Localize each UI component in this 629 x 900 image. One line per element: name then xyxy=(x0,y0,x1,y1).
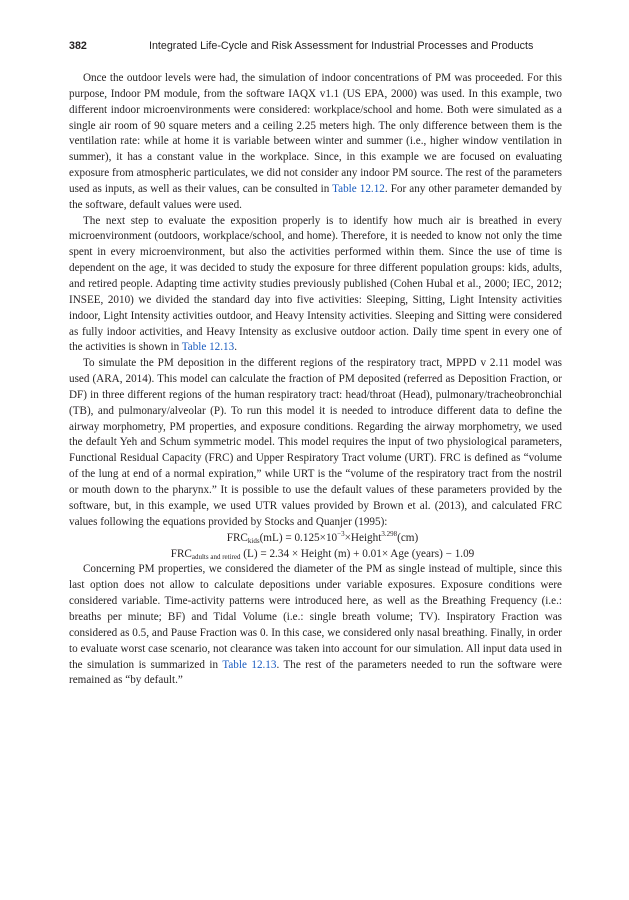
paragraph-text: . The rest of the parameters needed to run the software were remained as “by default.” xyxy=(69,658,562,687)
eq-lhs: FRC xyxy=(226,532,248,545)
paragraph-text: Concerning PM properties, we considered the diameter of the PM as single instead of multiple, since this last option does not allow to calculate depositions under variable exposures. Exposure conditions were considered variable. Time-activity patterns were introduced here, as well as the Breathing Frequency (i.e.: breaths per minute; BF) and Tidal Volume (i.e.: single breath volume; TV). Inspiratory Fraction was considered as 0.5, and Pause Fraction was 0. In this case, we considered only nasal breathing. Finally, in order to evaluate worst case scenario, not clearance was taken into account for our simulation. All input data used in the simulation is summarized in xyxy=(69,563,562,671)
equation-frc-adults xyxy=(69,546,562,562)
eq-lhs: FRC xyxy=(170,548,192,561)
paragraph-text: . xyxy=(234,341,237,354)
paragraph-time-activity xyxy=(69,214,562,357)
eq-rhs: (L) = 2.34 × Height (m) + 0.01× Age (years) − 1.09 xyxy=(243,548,475,561)
page-number: 382 xyxy=(69,40,87,52)
paragraph-text: The next step to evaluate the exposition properly is to identify how much air is breathed in every microenvironment (outdoors, workplace/school, and home). Therefore, it is needed to know not only the time spent in every microenvironment, but also the activities performed within them. Since the use of time is dependent on the age, it was decided to study the exposure for three different population groups: kids, adults, and retired people. Adapting time activity studies previously published (Cohen Hubal et al., 2000; IEC, 2012; INSEE, 2010) we divided the standard day into five activities: Sleeping, Sitting, Light Intensity activities indoor, Light Intensity activities outdoor, and Heavy Intensity activities. Sleeping and Sitting were considered as fully indoor activities, and Heavy Intensity as exclusive outdoor action. Daily time spent in every one of the activities is shown in xyxy=(69,214,562,354)
running-title: Integrated Life-Cycle and Risk Assessment for Industrial Processes and Products xyxy=(149,40,534,52)
eq-rhs: ×Height xyxy=(344,532,382,545)
body-text xyxy=(69,71,562,689)
eq-exponent: 3.298 xyxy=(381,530,398,539)
paragraph-pm-properties xyxy=(69,562,562,689)
eq-rhs: (mL) = 0.125×10 xyxy=(259,532,338,545)
paragraph-mppd-model: To simulate the PM deposition in the different regions of the respiratory tract, MPPD v 2.11 model was used (ARA, 2014). This model can calculate the fraction of PM deposited (referred as Deposition Fraction, or DF) in three different regions of the human respiratory tract: head/​throat (Head), pulmonary/tracheobronchial (TB), and pulmonary/alveolar (P). To run this model it is needed to introduce different data to define the airway morphometry, PM properties, and exposure conditions. Regarding the airway morphometry, we used the default Yeh and Schum symmetric model. This model requires the input of two physiological parameters, Functional Residual Capacity (FRC) and Upper Respiratory Tract volume (URT). FRC is defined as “volume of the lung at end of a normal expiration,” while URT is the “volume of the respiratory tract from the nostril or mouth down to the pharynx.” It is possible to use the default values of these parameters provided by the software, but, in this example, we used UTR values provided by Brown et al. (2013), and calculated FRC values following the equations provided by Stocks and Quanjer (1995): xyxy=(69,357,562,528)
paragraph-text: . For any other parameter demanded by the software, default values were used. xyxy=(69,182,563,211)
running-header xyxy=(69,40,562,56)
table-12-12-link[interactable]: Table 12.12 xyxy=(332,182,385,195)
eq-subscript: kids xyxy=(247,537,260,546)
eq-subscript: adults and retired xyxy=(191,553,241,562)
equation-frc-kids xyxy=(69,530,562,546)
table-12-13-link[interactable]: Table 12.13 xyxy=(222,658,277,671)
paragraph-indoor-pm xyxy=(69,71,562,214)
eq-exponent: −3 xyxy=(337,530,345,539)
paragraph-text: Once the outdoor levels were had, the simulation of indoor concentrations of PM was proceeded. For this purpose, Indoor PM module, from the software IAQX v1.1 (US EPA, 2000) was used. In this example, two different indoor microenvironments were considered: workplace/school and home. Both were simulated as a single air room of 90 square meters and a ceiling 2.25 meters high. The only difference between them is the ventilation rate: while at home it is variable between winter and summer (i.e., higher window ventilation in summer), it has a constant value in the workplace. Since, in this example we are focused on evaluating exposure from atmospheric particulates, we did not consider any indoor PM source. The rest of the parameters used as inputs, as well as their values, can be consulted in xyxy=(69,72,562,195)
eq-rhs: (cm) xyxy=(397,532,419,545)
table-12-13-link[interactable]: Table 12.13 xyxy=(181,341,235,354)
